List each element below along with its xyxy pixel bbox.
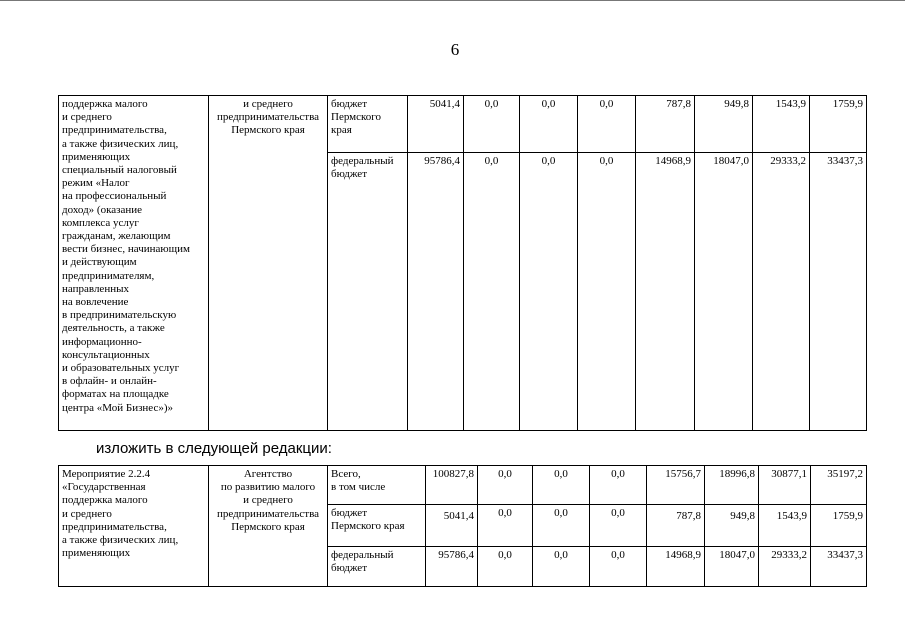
- value-cell: 29333,2: [753, 153, 810, 431]
- top-border-line: [0, 0, 905, 2]
- value-cell: 5041,4: [408, 96, 464, 153]
- value-cell: 30877,1: [759, 466, 811, 505]
- value-cell: 0,0: [578, 96, 636, 153]
- value-cell: 14968,9: [647, 547, 705, 587]
- funding-source: бюджет Пермского края: [328, 505, 426, 547]
- value-cell: 0,0: [464, 153, 520, 431]
- value-cell: 18047,0: [695, 153, 753, 431]
- value-cell: 0,0: [590, 466, 647, 505]
- value-cell: 33437,3: [810, 153, 867, 431]
- value-cell: 949,8: [705, 505, 759, 547]
- value-cell: 29333,2: [759, 547, 811, 587]
- value-cell: 1759,9: [810, 96, 867, 153]
- instruction-caption: изложить в следующей редакции:: [96, 440, 332, 457]
- value-cell: 0,0: [478, 547, 533, 587]
- funding-source: бюджет Пермского края: [328, 96, 408, 153]
- value-cell: 95786,4: [426, 547, 478, 587]
- value-cell: 0,0: [590, 547, 647, 587]
- value-cell: 35197,2: [811, 466, 867, 505]
- value-cell: 0,0: [533, 547, 590, 587]
- budget-table-old: [58, 95, 867, 431]
- value-cell: 15756,7: [647, 466, 705, 505]
- value-cell: 0,0: [578, 153, 636, 431]
- value-cell: 0,0: [478, 505, 533, 547]
- value-cell: 100827,8: [426, 466, 478, 505]
- value-cell: 18047,0: [705, 547, 759, 587]
- page-number: 6: [450, 40, 460, 59]
- value-cell: 949,8: [695, 96, 753, 153]
- value-cell: 0,0: [533, 505, 590, 547]
- value-cell: 95786,4: [408, 153, 464, 431]
- measure-description: поддержка малого и среднего предпринимательства, а также физических лиц, применяющих специальный налоговый режим «Налог на профессиональный доход» (оказание комплекса услуг гражданам, желающим вести бизнес, начинающим и действующим предпринимателям, направленных на вовлечение в предпринимательскую деятельность, а также информационно- консультационных и образовательных услуг в офлайн- и онлайн- форматах на площадке центра «Мой Бизнес»)»: [59, 96, 209, 431]
- value-cell: 0,0: [478, 466, 533, 505]
- value-cell: 1759,9: [811, 505, 867, 547]
- value-cell: 0,0: [520, 96, 578, 153]
- funding-source: Всего, в том числе: [328, 466, 426, 505]
- value-cell: 0,0: [590, 505, 647, 547]
- executor-cell: Агентство по развитию малого и среднего предпринимательства Пермского края: [209, 466, 328, 587]
- value-cell: 1543,9: [753, 96, 810, 153]
- value-cell: 1543,9: [759, 505, 811, 547]
- value-cell: 5041,4: [426, 505, 478, 547]
- funding-source: федеральный бюджет: [328, 547, 426, 587]
- value-cell: 0,0: [464, 96, 520, 153]
- measure-description: Мероприятие 2.2.4 «Государственная поддержка малого и среднего предпринимательства, а также физических лиц, применяющих: [59, 466, 209, 587]
- executor-cell: и среднего предпринимательства Пермского края: [209, 96, 328, 431]
- budget-table-new: [58, 465, 867, 587]
- value-cell: 787,8: [647, 505, 705, 547]
- value-cell: 0,0: [533, 466, 590, 505]
- value-cell: 18996,8: [705, 466, 759, 505]
- value-cell: 33437,3: [811, 547, 867, 587]
- value-cell: 0,0: [520, 153, 578, 431]
- value-cell: 787,8: [636, 96, 695, 153]
- table-row: [59, 466, 867, 505]
- table-row: [59, 96, 867, 153]
- value-cell: 14968,9: [636, 153, 695, 431]
- funding-source: федеральный бюджет: [328, 153, 408, 431]
